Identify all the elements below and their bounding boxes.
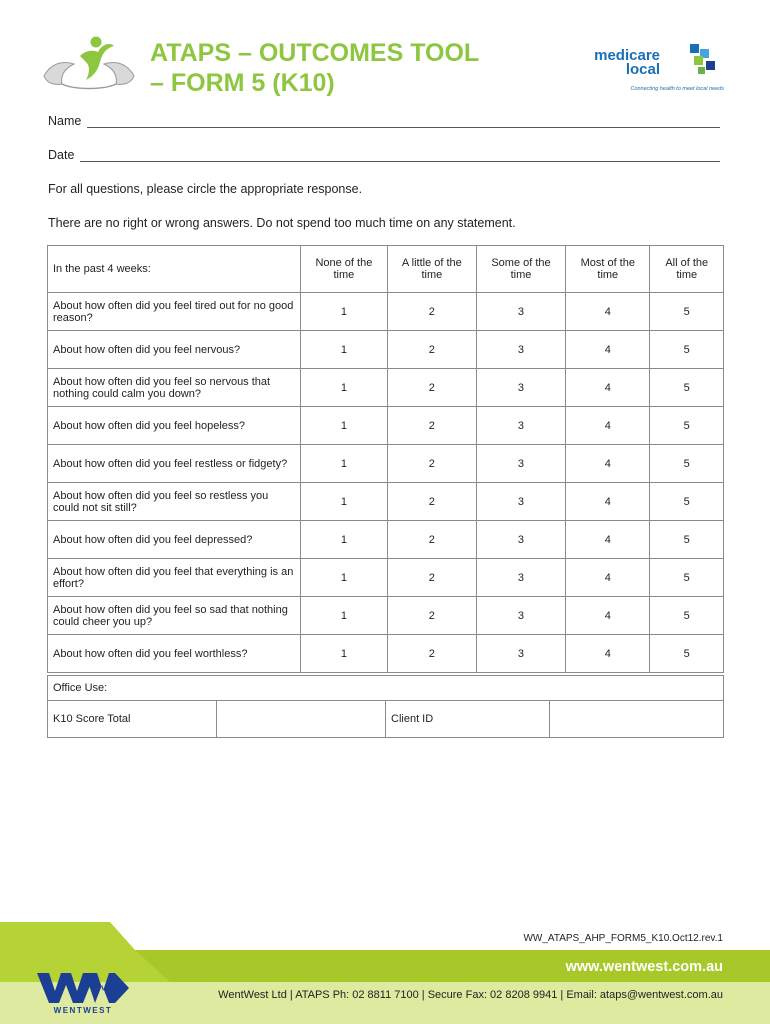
response-option[interactable]: 3 [476,369,565,407]
response-option[interactable]: 3 [476,635,565,673]
question-text: About how often did you feel tired out for no good reason? [48,293,301,331]
response-option[interactable]: 4 [566,483,650,521]
response-option[interactable]: 3 [476,445,565,483]
medicare-local-logo [594,40,727,96]
header-none: None of the time [301,246,388,293]
response-option[interactable]: 2 [387,293,476,331]
question-text: About how often did you feel depressed? [48,521,301,559]
response-option[interactable]: 1 [301,407,388,445]
response-option[interactable]: 1 [301,331,388,369]
k10-score-input[interactable] [217,701,386,738]
response-option[interactable]: 4 [566,597,650,635]
wentwest-logo [35,969,133,1015]
question-text: About how often did you feel that everything is an effort? [48,559,301,597]
response-option[interactable]: 5 [650,521,724,559]
office-use-label: Office Use: [48,676,724,701]
response-option[interactable]: 3 [476,521,565,559]
response-option[interactable]: 4 [566,635,650,673]
wentwest-logo-text: WENTWEST [53,1006,113,1015]
response-option[interactable]: 5 [650,445,724,483]
response-option[interactable]: 1 [301,635,388,673]
response-option[interactable]: 5 [650,293,724,331]
response-option[interactable]: 4 [566,559,650,597]
question-text: About how often did you feel nervous? [48,331,301,369]
response-option[interactable]: 4 [566,293,650,331]
response-option[interactable]: 5 [650,483,724,521]
response-option[interactable]: 3 [476,331,565,369]
medicare-logo-tagline: Connecting health to meet local needs [630,86,724,92]
response-option[interactable]: 1 [301,483,388,521]
response-option[interactable]: 1 [301,293,388,331]
header-little: A little of the time [387,246,476,293]
form-title [150,38,530,98]
response-option[interactable]: 5 [650,407,724,445]
question-text: About how often did you feel restless or fidgety? [48,445,301,483]
table-row [48,521,724,559]
table-row [48,483,724,521]
name-field[interactable] [48,114,720,128]
response-option[interactable]: 1 [301,445,388,483]
response-option[interactable]: 4 [566,521,650,559]
client-id-label: Client ID [386,701,550,738]
response-option[interactable]: 4 [566,407,650,445]
response-option[interactable]: 4 [566,445,650,483]
table-row [48,445,724,483]
header-some: Some of the time [476,246,565,293]
response-option[interactable]: 3 [476,597,565,635]
header-most: Most of the time [566,246,650,293]
response-option[interactable]: 1 [301,369,388,407]
k10-table [47,245,724,673]
header-question: In the past 4 weeks: [48,246,301,293]
name-line[interactable] [87,115,720,128]
response-option[interactable]: 2 [387,635,476,673]
response-option[interactable]: 2 [387,407,476,445]
k10-score-label: K10 Score Total [48,701,217,738]
table-header-row [48,246,724,293]
question-text: About how often did you feel worthless? [48,635,301,673]
response-option[interactable]: 3 [476,293,565,331]
date-label: Date [48,148,75,162]
date-line[interactable] [80,149,720,162]
client-id-input[interactable] [550,701,724,738]
response-option[interactable]: 2 [387,597,476,635]
response-option[interactable]: 3 [476,483,565,521]
response-option[interactable]: 5 [650,597,724,635]
name-label: Name [48,114,82,128]
question-text: About how often did you feel so sad that nothing could cheer you up? [48,597,301,635]
title-line-1: ATAPS – OUTCOMES TOOL [150,39,480,67]
website-link[interactable]: www.wentwest.com.au [565,959,723,975]
table-row [48,597,724,635]
response-option[interactable]: 2 [387,521,476,559]
response-option[interactable]: 5 [650,559,724,597]
table-row [48,407,724,445]
response-option[interactable]: 1 [301,559,388,597]
instruction-1: For all questions, please circle the appropriate response. [48,182,363,196]
header-all: All of the time [650,246,724,293]
table-row [48,369,724,407]
office-use-table [47,675,724,738]
response-option[interactable]: 2 [387,559,476,597]
response-option[interactable]: 2 [387,369,476,407]
medicare-logo-text-2: local [625,61,660,78]
response-option[interactable]: 2 [387,331,476,369]
contact-info: WentWest Ltd | ATAPS Ph: 02 8811 7100 | Secure Fax: 02 8208 9941 | Email: ataps@wentwest.com.au [218,989,723,1001]
response-option[interactable]: 5 [650,331,724,369]
medicare-logo-text-1: medicare [594,47,660,64]
response-option[interactable]: 3 [476,559,565,597]
response-option[interactable]: 5 [650,369,724,407]
response-option[interactable]: 4 [566,369,650,407]
response-option[interactable]: 1 [301,521,388,559]
table-row [48,293,724,331]
office-use-row [48,701,724,738]
instruction-2: There are no right or wrong answers. Do not spend too much time on any statement. [48,216,516,230]
response-option[interactable]: 5 [650,635,724,673]
question-text: About how often did you feel so nervous that nothing could calm you down? [48,369,301,407]
table-row [48,635,724,673]
response-option[interactable]: 1 [301,597,388,635]
response-option[interactable]: 2 [387,445,476,483]
table-row [48,331,724,369]
response-option[interactable]: 2 [387,483,476,521]
ataps-logo [40,34,138,96]
title-line-2: – FORM 5 (K10) [150,69,335,97]
office-use-header-row [48,676,724,701]
table-row [48,559,724,597]
response-option[interactable]: 3 [476,407,565,445]
date-field[interactable] [48,148,720,162]
question-text: About how often did you feel so restless you could not sit still? [48,483,301,521]
question-text: About how often did you feel hopeless? [48,407,301,445]
document-reference: WW_ATAPS_AHP_FORM5_K10.Oct12.rev.1 [523,933,723,944]
response-option[interactable]: 4 [566,331,650,369]
